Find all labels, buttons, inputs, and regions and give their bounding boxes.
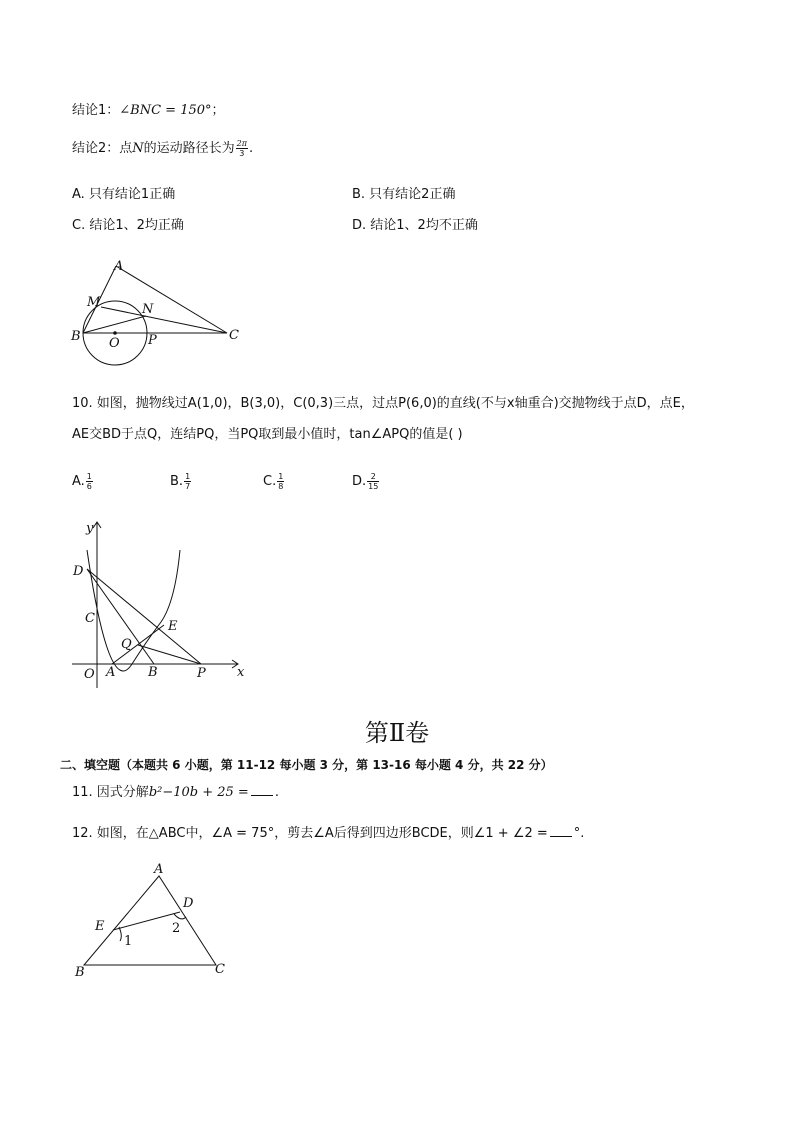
conclusion-2-fraction bbox=[236, 139, 248, 158]
conclusion-2-mid: 的运动路径长为 bbox=[143, 141, 235, 156]
fraction-numerator: 2π bbox=[236, 139, 248, 148]
label-angle-1: 1 bbox=[124, 934, 133, 949]
option-letter: B. bbox=[170, 474, 184, 489]
label-p: P bbox=[197, 666, 206, 681]
option-letter: C. bbox=[263, 474, 277, 489]
label-o: O bbox=[109, 336, 120, 351]
q11 bbox=[72, 783, 279, 802]
label-b: B bbox=[75, 965, 85, 980]
conclusion-1-math: ∠BNC = 150° bbox=[119, 103, 212, 118]
q9-option-d[interactable]: D. 结论1、2均不正确 bbox=[352, 218, 478, 233]
fraction-denominator: 15 bbox=[368, 482, 379, 491]
volume-title: 第Ⅱ卷 bbox=[364, 719, 430, 747]
label-o: O bbox=[84, 667, 95, 682]
fraction-denominator: 7 bbox=[185, 482, 191, 491]
q10-option-c[interactable] bbox=[263, 472, 285, 491]
label-d: D bbox=[73, 564, 84, 579]
fraction-denominator: 3 bbox=[239, 149, 245, 158]
q9-option-c[interactable]: C. 结论1、2均正确 bbox=[72, 218, 184, 233]
q11-suffix: . bbox=[274, 785, 279, 800]
section-title: 二、填空题（本题共 6 小题，第 11-12 每小题 3 分，第 13-16 每小题 4 分，共 22 分） bbox=[60, 758, 553, 772]
option-letter: D. bbox=[352, 474, 367, 489]
conclusion-2-suffix: . bbox=[249, 141, 254, 156]
label-d: D bbox=[183, 896, 194, 911]
figure-parabola bbox=[60, 512, 260, 692]
label-b: B bbox=[71, 329, 81, 344]
label-p: P bbox=[148, 333, 157, 348]
conclusion-1-suffix: ； bbox=[211, 103, 225, 118]
q11-prefix: 11. 因式分解 bbox=[72, 785, 149, 800]
conclusion-2-prefix: 结论2：点 bbox=[72, 141, 133, 156]
label-e: E bbox=[168, 619, 178, 634]
option-fraction bbox=[277, 472, 284, 491]
fraction-numerator: 1 bbox=[185, 472, 191, 481]
conclusion-1 bbox=[72, 102, 225, 120]
label-e: E bbox=[95, 919, 105, 934]
option-letter: A. bbox=[72, 474, 85, 489]
label-m: M bbox=[87, 295, 101, 310]
label-a: A bbox=[154, 862, 164, 877]
conclusion-2 bbox=[72, 139, 253, 158]
q12-prefix: 12. 如图，在△ABC中，∠A = 75°，剪去∠A后得到四边形BCDE，则∠1 + ∠2 = bbox=[72, 826, 548, 841]
answer-blank[interactable] bbox=[550, 824, 572, 837]
answer-blank[interactable] bbox=[251, 783, 273, 796]
q10-line-2: AE交BD于点Q，连结PQ，当PQ取到最小值时，tan∠APQ的值是( ) bbox=[72, 427, 463, 442]
fraction-numerator: 1 bbox=[278, 472, 284, 481]
label-c: C bbox=[85, 611, 95, 626]
label-a: A bbox=[106, 665, 116, 680]
option-fraction bbox=[184, 472, 191, 491]
fraction-numerator: 1 bbox=[86, 472, 92, 481]
figure-circle-triangle bbox=[60, 252, 260, 372]
option-fraction bbox=[367, 472, 379, 491]
conclusion-1-prefix: 结论1： bbox=[72, 103, 120, 118]
label-angle-2: 2 bbox=[172, 921, 181, 936]
label-c: C bbox=[215, 962, 225, 977]
q10-option-b[interactable] bbox=[170, 472, 192, 491]
conclusion-2-point: N bbox=[132, 141, 144, 156]
q9-option-a[interactable]: A. 只有结论1正确 bbox=[72, 187, 176, 202]
fraction-numerator: 2 bbox=[367, 472, 379, 482]
label-b: B bbox=[148, 665, 158, 680]
q10-option-d[interactable] bbox=[352, 472, 380, 491]
label-a: A bbox=[114, 259, 124, 274]
fraction-denominator: 6 bbox=[86, 482, 92, 491]
q12-suffix: °. bbox=[573, 826, 585, 841]
label-x: x bbox=[237, 665, 245, 680]
label-n: N bbox=[142, 302, 154, 317]
option-fraction bbox=[86, 472, 93, 491]
q9-option-b[interactable]: B. 只有结论2正确 bbox=[352, 187, 456, 202]
label-q: Q bbox=[121, 637, 132, 652]
label-c: C bbox=[229, 328, 239, 343]
figure-triangle-cut bbox=[70, 860, 240, 985]
label-y: y bbox=[86, 521, 94, 536]
fraction-denominator: 8 bbox=[278, 482, 284, 491]
q10-line-1: 10. 如图，抛物线过A(1,0)，B(3,0)，C(0,3)三点，过点P(6,0)的直线(不与x轴重合)交抛物线于点D，点E， bbox=[72, 396, 694, 411]
q12 bbox=[72, 824, 584, 843]
q11-math: b²−10b + 25 = bbox=[148, 785, 249, 800]
q10-option-a[interactable] bbox=[72, 472, 94, 491]
